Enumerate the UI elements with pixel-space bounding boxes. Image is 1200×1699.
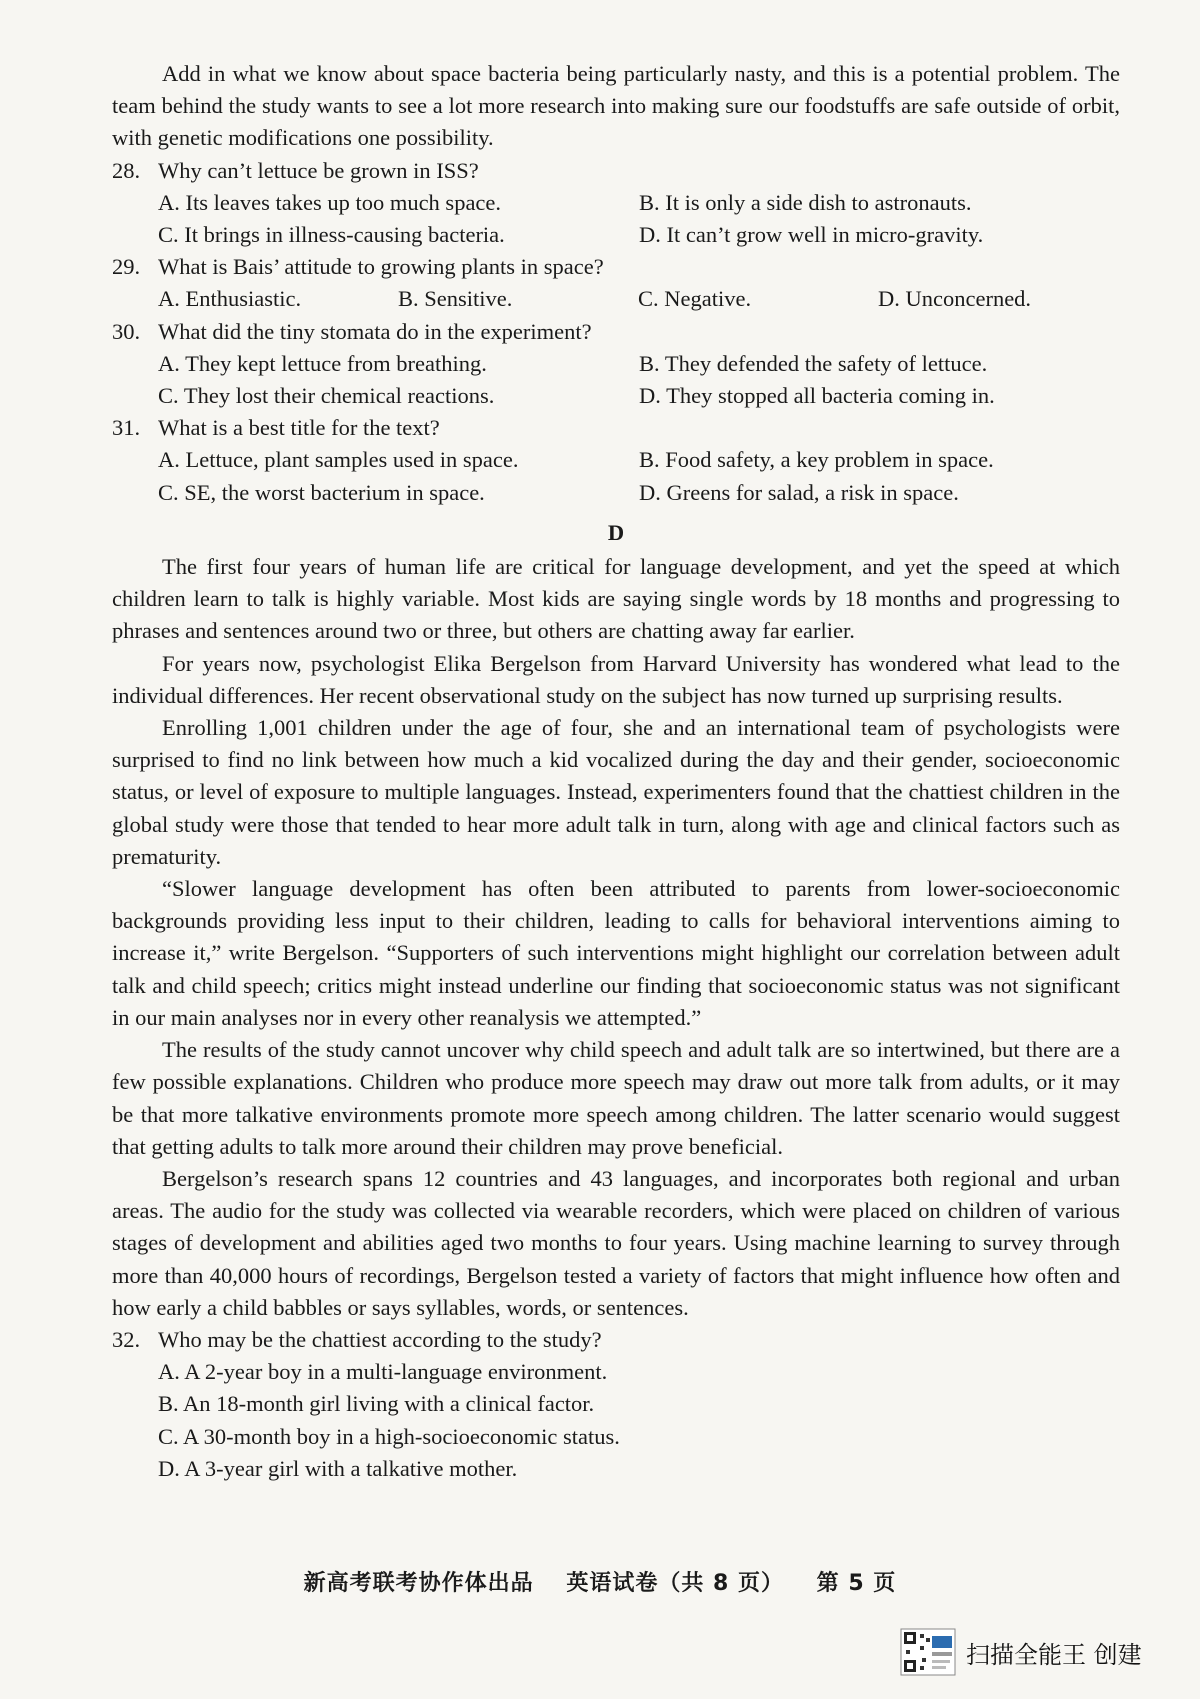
passage-paragraph: Bergelson’s research spans 12 countries and 43 languages, and incorporates both regional and urban areas. The audio for the study was collected via wearable recorders, which were placed on children of various stages of development and abilities aged two months to four years. Using machine learning to survey through more than 40,000 hours of recordings, Bergelson tested a variety of factors that might influence how often and how early a child babbles or says syllables, words, or sentences.	[112, 1165, 1120, 1320]
question-stem: Why can’t lettuce be grown in ISS?	[158, 157, 479, 183]
question-number: 30.	[112, 318, 141, 344]
option-b: B. An 18-month girl living with a clinical factor.	[158, 1391, 595, 1417]
option-d: D. It can’t grow well in micro-gravity.	[639, 222, 984, 248]
option-a: A. Enthusiastic.	[158, 286, 302, 312]
option-d: D. Unconcerned.	[878, 286, 1032, 312]
question-28	[112, 155, 1120, 252]
question-29	[112, 251, 1120, 315]
question-stem: What did the tiny stomata do in the experiment?	[158, 318, 592, 344]
footer-page-number: 第 5 页	[816, 1571, 897, 1596]
question-31	[112, 412, 1120, 509]
option-c: C. SE, the worst bacterium in space.	[158, 479, 485, 505]
option-b: B. Sensitive.	[398, 286, 513, 312]
option-a: A. Lettuce, plant samples used in space.	[158, 447, 519, 473]
option-b: B. Food safety, a key problem in space.	[639, 447, 994, 473]
page-footer	[0, 1566, 1200, 1597]
option-a: A. A 2-year boy in a multi-language environment.	[158, 1359, 608, 1385]
question-stem: What is a best title for the text?	[158, 415, 440, 441]
option-d: D. A 3-year girl with a talkative mother.	[158, 1455, 518, 1481]
passage-paragraph: The results of the study cannot uncover why child speech and adult talk are so intertwined, but there are a few possible explanations. Children who produce more speech may draw out more talk from adults, or it may be that more talkative environments promote more speech among children. The latter scenario would suggest that getting adults to talk more around their children may prove beneficial.	[112, 1037, 1120, 1159]
option-b: B. They defended the safety of lettuce.	[639, 350, 988, 376]
question-stem: What is Bais’ attitude to growing plants in space?	[158, 254, 604, 280]
option-a: A. They kept lettuce from breathing.	[158, 350, 487, 376]
question-number: 32.	[112, 1326, 141, 1352]
question-number: 28.	[112, 157, 141, 183]
footer-paper-info: 英语试卷（共 8 页）	[566, 1571, 784, 1596]
scanner-app-icon	[900, 1628, 956, 1676]
question-30	[112, 316, 1120, 413]
option-a: A. Its leaves takes up too much space.	[158, 189, 502, 215]
footer-publisher: 新高考联考协作体出品	[303, 1571, 534, 1596]
passage-paragraph: “Slower language development has often been attributed to parents from lower-socioeconomic backgrounds providing less input to their children, leading to calls for behavioral interventions aiming to increase it,” write Bergelson. “Supporters of such interventions might highlight our correlation between adult talk and child speech; critics might instead underline our finding that socioeconomic status was not significant in our main analyses nor in every other reanalysis we attempted.”	[112, 876, 1120, 1030]
option-c: C. Negative.	[638, 286, 752, 312]
watermark-text: 扫描全能王 创建	[966, 1640, 1142, 1669]
question-32	[112, 1324, 1120, 1485]
question-stem: Who may be the chattiest according to the study?	[158, 1326, 602, 1352]
option-d: D. Greens for salad, a risk in space.	[639, 479, 959, 505]
question-number: 29.	[112, 254, 141, 280]
passage-paragraph: For years now, psychologist Elika Bergelson from Harvard University has wondered what lead to the individual differences. Her recent observational study on the subject has now turned up surprising results.	[112, 650, 1120, 708]
option-c: C. A 30-month boy in a high-socioeconomic status.	[158, 1423, 620, 1449]
intro-paragraph: Add in what we know about space bacteria being particularly nasty, and this is a potential problem. The team behind the study wants to see a lot more research into making sure our foodstuffs are safe outside of orbit, with genetic modifications one possibility.	[112, 61, 1120, 151]
section-heading: D	[607, 519, 625, 545]
scanner-watermark	[900, 1628, 1142, 1676]
page-content	[112, 58, 1120, 1485]
option-d: D. They stopped all bacteria coming in.	[639, 383, 995, 409]
passage-paragraph: Enrolling 1,001 children under the age of four, she and an international team of psychologists were surprised to find no link between how much a kid vocalized during the day and their gender, socioeconomic status, or level of exposure to multiple languages. Instead, experimenters found that the chattiest children in the global study were those that tended to hear more adult talk in turn, along with age and clinical factors such as prematurity.	[112, 715, 1120, 869]
option-c: C. They lost their chemical reactions.	[158, 383, 495, 409]
question-number: 31.	[112, 415, 141, 441]
option-c: C. It brings in illness-causing bacteria.	[158, 222, 505, 248]
passage-paragraph: The first four years of human life are critical for language development, and yet the speed at which children learn to talk is highly variable. Most kids are saying single words by 18 months and progressing to phrases and sentences around two or three, but others are chatting away far earlier.	[112, 554, 1120, 644]
option-b: B. It is only a side dish to astronauts.	[639, 189, 972, 215]
